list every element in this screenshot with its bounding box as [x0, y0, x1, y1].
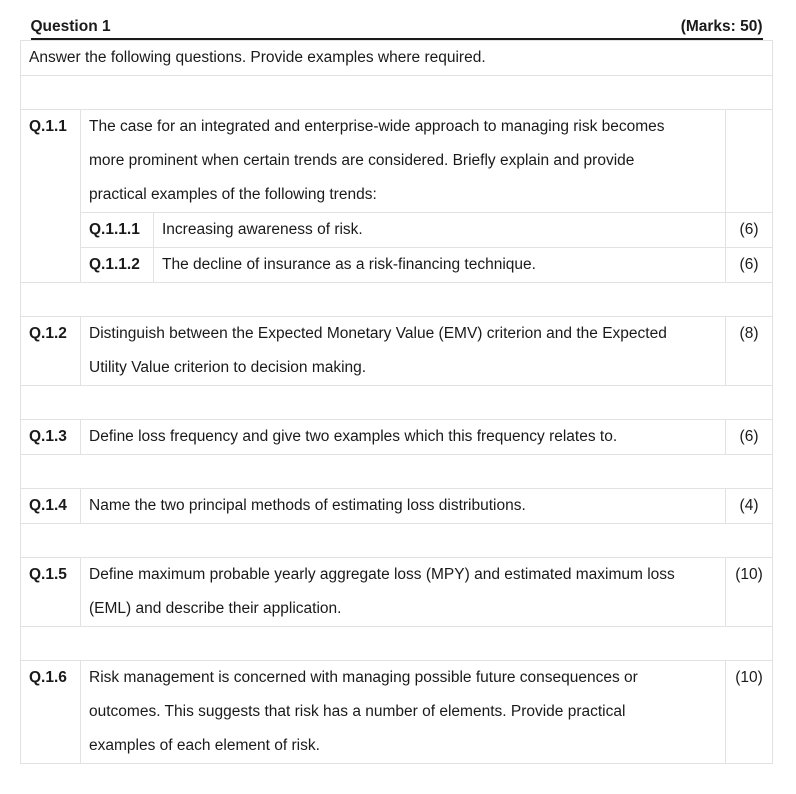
instruction-row [21, 41, 773, 76]
question-row [21, 558, 773, 627]
question-marks-cell: (6) [726, 420, 773, 455]
question-marks: (Marks: 50) [680, 18, 763, 35]
question-text [81, 110, 726, 213]
question-line: outcomes. This suggests that risk has a number of elements. Provide practical [89, 703, 626, 720]
question-marks-cell: (10) [726, 661, 773, 764]
question-title: Question 1 [30, 18, 111, 35]
subquestion-row [21, 248, 773, 283]
question-line: Utility Value criterion to decision making. [89, 359, 367, 376]
question-row [21, 317, 773, 386]
question-text [81, 558, 726, 627]
question-text [81, 420, 726, 455]
question-line: practical examples of the following trends: [89, 186, 377, 203]
question-row [21, 110, 773, 213]
question-line: Distinguish between the Expected Monetary Value (EMV) criterion and the Expected [89, 325, 667, 342]
question-text [81, 661, 726, 764]
question-header-row [21, 14, 773, 41]
subquestion-text: Increasing awareness of risk. [162, 221, 363, 238]
question-line: The case for an integrated and enterprise-wide approach to managing risk becomes [89, 118, 665, 135]
question-marks-cell [726, 110, 773, 213]
subquestion-number: Q.1.1.1 [81, 213, 154, 247]
question-marks-cell: (4) [726, 489, 773, 524]
question-number: Q.1.1 [21, 110, 81, 283]
question-row [21, 420, 773, 455]
question-row [21, 661, 773, 764]
instruction-text: Answer the following questions. Provide examples where required. [21, 41, 773, 76]
question-line: (EML) and describe their application. [89, 600, 342, 617]
question-text [81, 489, 726, 524]
spacer-row [21, 283, 773, 317]
subquestion-row [21, 213, 773, 248]
spacer-row [21, 627, 773, 661]
subquestion-number: Q.1.1.2 [81, 248, 154, 282]
question-text [81, 317, 726, 386]
question-marks-cell: (8) [726, 317, 773, 386]
question-table [20, 14, 773, 764]
question-line: Define loss frequency and give two examples which this frequency relates to. [89, 428, 618, 445]
spacer-row [21, 386, 773, 420]
question-number: Q.1.2 [21, 317, 81, 386]
question-row [21, 489, 773, 524]
question-line: examples of each element of risk. [89, 737, 320, 754]
subquestion-marks: (6) [726, 213, 773, 248]
question-number: Q.1.6 [21, 661, 81, 764]
spacer-row [21, 524, 773, 558]
spacer-row [21, 455, 773, 489]
subquestion-text: The decline of insurance as a risk-financing technique. [162, 256, 536, 273]
question-line: Define maximum probable yearly aggregate loss (MPY) and estimated maximum loss [89, 566, 675, 583]
question-line: Risk management is concerned with managing possible future consequences or [89, 669, 638, 686]
question-line: more prominent when certain trends are considered. Briefly explain and provide [89, 152, 635, 169]
question-line: Name the two principal methods of estimating loss distributions. [89, 497, 526, 514]
subquestion-marks: (6) [726, 248, 773, 283]
spacer-row [21, 76, 773, 110]
question-number: Q.1.5 [21, 558, 81, 627]
exam-page [20, 14, 772, 764]
question-number: Q.1.4 [21, 489, 81, 524]
question-marks-cell: (10) [726, 558, 773, 627]
question-number: Q.1.3 [21, 420, 81, 455]
